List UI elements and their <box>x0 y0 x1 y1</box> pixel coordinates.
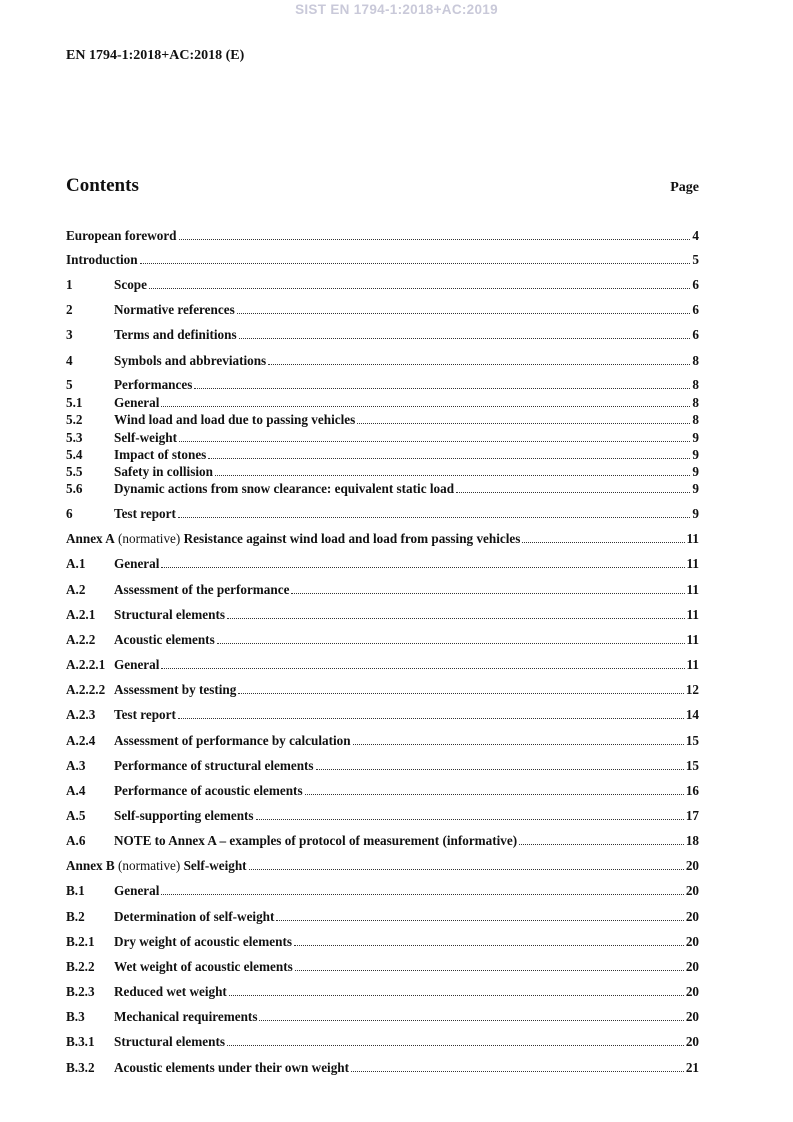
toc-entry-page: 15 <box>685 758 699 773</box>
dot-leader <box>161 567 684 568</box>
toc-entry-page: 5 <box>692 252 699 267</box>
toc-entry-number: 5 <box>66 377 73 392</box>
toc-entry-number: 4 <box>66 353 73 368</box>
toc-entry-page: 9 <box>692 506 699 521</box>
toc-entry-number: B.3 <box>66 1009 85 1024</box>
toc-entry-number: 5.3 <box>66 430 83 445</box>
toc-entry[interactable] <box>66 412 699 428</box>
dot-leader <box>259 1020 683 1021</box>
toc-entry-title: Acoustic elements under their own weight <box>114 1060 350 1075</box>
toc-entry-title: NOTE to Annex A – examples of protocol of measurement (informative) <box>114 833 518 848</box>
toc-entry-number: A.2 <box>66 582 86 597</box>
dot-leader <box>238 693 683 694</box>
toc-entry-title: Assessment by testing <box>114 682 237 697</box>
toc-entry[interactable] <box>66 447 699 463</box>
toc-entry-page: 20 <box>685 1034 699 1049</box>
annex-type: (normative) <box>114 858 184 873</box>
dot-leader <box>178 718 684 719</box>
toc-entry-title: Self-supporting elements <box>114 808 254 823</box>
toc-entry-page: 9 <box>692 464 699 479</box>
toc-entry-number: A.2.1 <box>66 607 96 622</box>
dot-leader <box>522 542 684 543</box>
toc-entry-page: 8 <box>692 377 699 392</box>
dot-leader <box>256 819 684 820</box>
toc-entry-title: General <box>114 556 160 571</box>
toc-entry-title: General <box>114 883 160 898</box>
toc-entry-page: 20 <box>685 984 699 999</box>
toc-entry-number: B.2 <box>66 909 85 924</box>
toc-entry-title: Test report <box>114 506 176 521</box>
toc-entry-page: 8 <box>692 353 699 368</box>
toc-entry[interactable] <box>66 632 699 648</box>
toc-entry-number: A.2.4 <box>66 733 96 748</box>
toc-entry-page: 9 <box>692 481 699 496</box>
toc-entry-number: B.2.1 <box>66 934 95 949</box>
dot-leader <box>249 869 684 870</box>
dot-leader <box>215 475 690 476</box>
dot-leader <box>208 458 690 459</box>
toc-entry-number: 5.6 <box>66 481 83 496</box>
dot-leader <box>291 593 684 594</box>
toc-entry-page: 20 <box>685 959 699 974</box>
toc-entry[interactable] <box>66 934 699 950</box>
toc-entry[interactable] <box>66 707 699 723</box>
toc-entry-number: A.1 <box>66 556 86 571</box>
toc-entry-title: Self-weight <box>114 430 177 445</box>
toc-entry-page: 21 <box>685 1060 699 1075</box>
toc-entry-title: Structural elements <box>114 1034 225 1049</box>
toc-entry-number: A.2.3 <box>66 707 96 722</box>
toc-entry-title: Performance of structural elements <box>114 758 314 773</box>
toc-entry-page: 9 <box>692 430 699 445</box>
toc-entry-title: Assessment of performance by calculation <box>114 733 351 748</box>
toc-entry-number: B.2.2 <box>66 959 95 974</box>
toc-entry-page: 20 <box>685 883 699 898</box>
toc-entry[interactable] <box>66 657 699 673</box>
toc-entry-title: Acoustic elements <box>114 632 215 647</box>
dot-leader <box>161 406 690 407</box>
toc-entry[interactable] <box>66 1060 699 1076</box>
toc-entry[interactable] <box>66 607 699 623</box>
toc-entry-number: B.2.3 <box>66 984 95 999</box>
toc-entry-number: A.2.2.2 <box>66 682 106 697</box>
toc-entry[interactable] <box>66 302 699 318</box>
dot-leader <box>194 388 690 389</box>
toc-entry[interactable] <box>66 1034 699 1050</box>
toc-entry-page: 20 <box>685 1009 699 1024</box>
toc-entry-number: 5.1 <box>66 395 83 410</box>
toc-entry-number: A.2.2 <box>66 632 96 647</box>
toc-entry-number: A.6 <box>66 833 86 848</box>
toc-entry[interactable] <box>66 682 699 698</box>
toc-entry-number: 2 <box>66 302 73 317</box>
toc-entry-title: Terms and definitions <box>114 327 237 342</box>
dot-leader <box>237 313 691 314</box>
toc-entry-number: A.3 <box>66 758 86 773</box>
toc-entry[interactable] <box>66 395 699 411</box>
toc-entry[interactable] <box>66 430 699 446</box>
toc-entry-page: 11 <box>686 531 699 546</box>
dot-leader <box>217 643 685 644</box>
toc-entry[interactable] <box>66 252 699 268</box>
toc-entry[interactable] <box>66 228 699 244</box>
toc-entry-title <box>66 531 520 547</box>
toc-entry[interactable] <box>66 808 699 824</box>
toc-entry[interactable] <box>66 883 699 899</box>
toc-entry-number: A.2.2.1 <box>66 657 106 672</box>
toc-entry-title: Impact of stones <box>114 447 207 462</box>
toc-entry[interactable] <box>66 758 699 774</box>
toc-entry[interactable] <box>66 531 699 547</box>
toc-entry[interactable] <box>66 506 699 522</box>
toc-entry-page: 18 <box>685 833 699 848</box>
dot-leader <box>161 668 684 669</box>
toc-entry-number: 3 <box>66 327 73 342</box>
toc-entry-page: 11 <box>686 607 699 622</box>
dot-leader <box>178 517 691 518</box>
toc-entry-title: Assessment of the performance <box>114 582 290 597</box>
toc-entry-page: 6 <box>692 302 699 317</box>
toc-entry-title: Performances <box>114 377 193 392</box>
contents-header <box>66 175 699 197</box>
annex-title: Self-weight <box>183 858 247 873</box>
dot-leader <box>294 945 684 946</box>
dot-leader <box>519 844 684 845</box>
toc-entry-title: Normative references <box>114 302 235 317</box>
toc-entry-number: A.5 <box>66 808 86 823</box>
dot-leader <box>353 744 684 745</box>
toc-entry-number: B.3.1 <box>66 1034 95 1049</box>
toc-entry[interactable] <box>66 481 699 497</box>
dot-leader <box>229 995 684 996</box>
toc-entry[interactable] <box>66 959 699 975</box>
toc-entry-title: Mechanical requirements <box>114 1009 258 1024</box>
dot-leader <box>149 288 690 289</box>
toc-entry-page: 14 <box>685 707 699 722</box>
dot-leader <box>227 618 685 619</box>
toc-entry[interactable] <box>66 1009 699 1025</box>
toc-entry-number: A.4 <box>66 783 86 798</box>
toc-entry-page: 8 <box>692 395 699 410</box>
annex-label: Annex B <box>66 858 115 873</box>
toc-entry-title: European foreword <box>66 228 177 243</box>
toc-entry-number: 5.4 <box>66 447 83 462</box>
annex-type: (normative) <box>114 531 184 546</box>
dot-leader <box>351 1071 684 1072</box>
toc-entry-title: Scope <box>114 277 147 292</box>
watermark: SIST EN 1794-1:2018+AC:2019 <box>295 2 498 17</box>
dot-leader <box>316 769 684 770</box>
toc-entry-title: Dynamic actions from snow clearance: equivalent static load <box>114 481 455 496</box>
toc-entry-page: 16 <box>685 783 699 798</box>
dot-leader <box>140 263 691 264</box>
toc-entry-page: 6 <box>692 277 699 292</box>
toc-entry-page: 15 <box>685 733 699 748</box>
toc-entry-title: Determination of self-weight <box>114 909 275 924</box>
toc-entry-number: 1 <box>66 277 73 292</box>
annex-label: Annex A <box>66 531 115 546</box>
toc-entry-number: B.1 <box>66 883 85 898</box>
toc-entry-title: Test report <box>114 707 176 722</box>
toc-entry-page: 20 <box>685 858 699 873</box>
toc-entry[interactable] <box>66 858 699 874</box>
toc-entry-number: 5.5 <box>66 464 83 479</box>
page-column-label: Page <box>670 180 699 195</box>
toc-entry-title: Structural elements <box>114 607 225 622</box>
toc-entry-page: 20 <box>685 909 699 924</box>
dot-leader <box>305 794 684 795</box>
dot-leader <box>179 239 691 240</box>
toc-entry-number: B.3.2 <box>66 1060 95 1075</box>
toc-entry-page: 11 <box>686 632 699 647</box>
toc-entry-title: Wet weight of acoustic elements <box>114 959 293 974</box>
toc-entry[interactable] <box>66 783 699 799</box>
toc-entry-number: 5.2 <box>66 412 83 427</box>
annex-title: Resistance against wind load and load from passing vehicles <box>183 531 521 546</box>
toc-entry-page: 11 <box>686 582 699 597</box>
dot-leader <box>456 492 690 493</box>
toc-entry[interactable] <box>66 353 699 369</box>
dot-leader <box>276 920 683 921</box>
dot-leader <box>227 1045 684 1046</box>
toc-entry[interactable] <box>66 377 699 393</box>
toc-entry[interactable] <box>66 733 699 749</box>
toc-entry[interactable] <box>66 909 699 925</box>
toc-entry-title: General <box>114 657 160 672</box>
toc-entry-title: Wind load and load due to passing vehicles <box>114 412 356 427</box>
toc-entry-title: Safety in collision <box>114 464 213 479</box>
toc-entry[interactable] <box>66 582 699 598</box>
dot-leader <box>179 441 690 442</box>
toc-entry-page: 20 <box>685 934 699 949</box>
toc-entry-title: Symbols and abbreviations <box>114 353 267 368</box>
dot-leader <box>295 970 684 971</box>
toc-entry-title: General <box>114 395 160 410</box>
toc-entry-title: Performance of acoustic elements <box>114 783 303 798</box>
toc-entry-page: 11 <box>686 657 699 672</box>
toc-entry[interactable] <box>66 556 699 572</box>
toc-entry-title: Reduced wet weight <box>114 984 227 999</box>
toc-entry[interactable] <box>66 833 699 849</box>
toc-entry-page: 12 <box>685 682 699 697</box>
dot-leader <box>357 423 690 424</box>
toc-entry-title: Introduction <box>66 252 138 267</box>
document-identifier: EN 1794-1:2018+AC:2018 (E) <box>66 48 245 63</box>
toc-entry-title <box>66 858 247 874</box>
toc-entry[interactable] <box>66 984 699 1000</box>
toc-entry-number: 6 <box>66 506 73 521</box>
contents-title: Contents <box>66 175 139 196</box>
dot-leader <box>268 364 690 365</box>
toc-entry[interactable] <box>66 464 699 480</box>
dot-leader <box>239 338 691 339</box>
toc-entry-page: 8 <box>692 412 699 427</box>
toc-entry-page: 6 <box>692 327 699 342</box>
toc-entry-page: 11 <box>686 556 699 571</box>
toc-entry-title: Dry weight of acoustic elements <box>114 934 292 949</box>
toc-entry[interactable] <box>66 327 699 343</box>
toc-entry-page: 17 <box>685 808 699 823</box>
dot-leader <box>161 894 683 895</box>
toc-entry-page: 9 <box>692 447 699 462</box>
toc-entry[interactable] <box>66 277 699 293</box>
toc-entry-page: 4 <box>692 228 699 243</box>
